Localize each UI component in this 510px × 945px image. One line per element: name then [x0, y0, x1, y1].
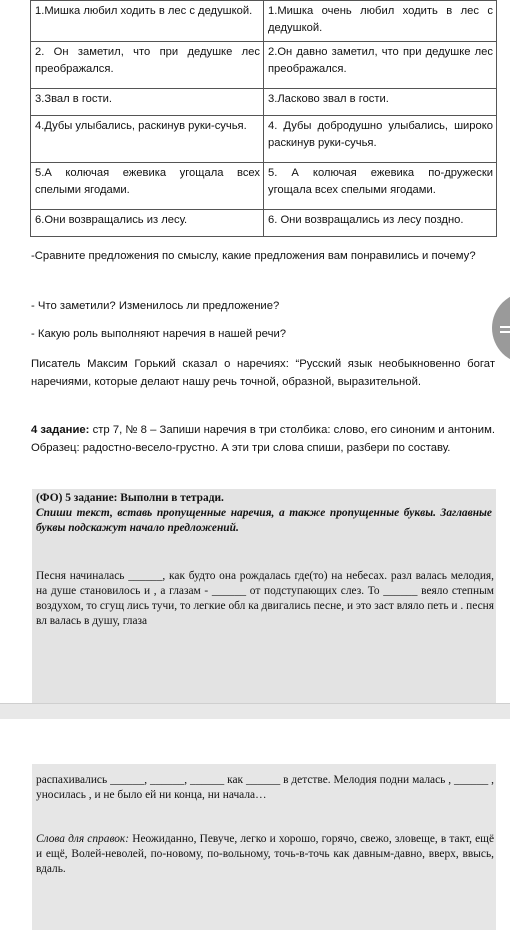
table-cell-plain: 3.Звал в гости.: [31, 89, 264, 116]
task-4-text: стр 7, № 8 – Запиши наречия в три столбика: слово, его синоним и антоним. Образец: радостно-весело-грустно. А эти три слова спиши, разбери по составу.: [31, 424, 495, 454]
page-gap: [0, 703, 510, 719]
table-cell-with-adverbs: 6. Они возвращались из лесу поздно.: [264, 210, 497, 237]
reference-words: [36, 832, 494, 877]
table-cell-plain: 5.А колючая ежевика угощала всех спелыми ягодами.: [31, 163, 264, 210]
table-row: [31, 1, 497, 42]
task-4: [31, 421, 495, 457]
menu-lines-icon-bar: [500, 331, 510, 333]
task-5-box: [32, 489, 496, 703]
question-role: - Какую роль выполняют наречия в нашей речи?: [31, 328, 287, 340]
song-text-continued: распахивались ______, ______, ______ как ______ в детстве. Мелодия подни малась , ______ , уносилась , и не было ей ни конца, ни начала…: [36, 774, 494, 801]
question-noticed: - Что заметили? Изменилось ли предложение?: [31, 300, 280, 312]
table-cell-plain: 6.Они возвращались из лесу.: [31, 210, 264, 237]
table-row: [31, 116, 497, 163]
question-compare: -Сравните предложения по смыслу, какие предложения вам понравились и почему?: [31, 250, 476, 262]
menu-lines-icon: [500, 326, 510, 328]
reference-list: Неожиданно, Певуче, легко и хорошо, горячо, свежо, зловеще, в такт, ещё и ещё, Волей-неволей, по-новому, по-вольному, точь-в-точь как давным-давно, вверх, ввысь, вдаль.: [36, 833, 494, 875]
table-cell-with-adverbs: 4. Дубы добродушно улыбались, широко раскинув руки-сучья.: [264, 116, 497, 163]
comparison-table: [30, 0, 497, 237]
table-cell-plain: 2. Он заметил, что при дедушке лес преображался.: [31, 42, 264, 89]
reference-label: Слова для справок:: [36, 833, 130, 845]
table-cell-with-adverbs: 3.Ласково звал в гости.: [264, 89, 497, 116]
task-4-label: 4 задание:: [31, 424, 90, 436]
table-cell-with-adverbs: 1.Мишка очень любил ходить в лес с дедушкой.: [264, 1, 497, 42]
song-text: Песня начиналась ______, как будто она рождалась где(то) на небесах. разл валась мелодия, на душе становилось и , а глазам - ______ от подступающих слез. То ______ веяло степным воздухом, то сгущ лись тучи, то легкие обл ка двигались песне, и это заст вляло петь и . песня вл валась в душу, глаза: [36, 570, 494, 627]
table-cell-plain: 4.Дубы улыбались, раскинув руки-сучья.: [31, 116, 264, 163]
table-row: [31, 210, 497, 237]
table-row: [31, 42, 497, 89]
task-5-instruction: Спиши текст, вставь пропущенные наречия, а также пропущенные буквы. Заглавные буквы подскажут начало предложений.: [36, 507, 492, 534]
page-divider: [0, 703, 510, 704]
task-5-box-continued: [32, 764, 496, 930]
table-row: [31, 163, 497, 210]
task-5-header: [36, 491, 492, 536]
table-row: [31, 89, 497, 116]
task-5-title: (ФО) 5 задание: Выполни в тетради.: [36, 492, 224, 504]
table-cell-plain: 1.Мишка любил ходить в лес с дедушкой.: [31, 1, 264, 42]
gorky-quote: Писатель Максим Горький сказал о наречиях: “Русский язык необыкновенно богат наречиями, которые делают нашу речь точной, образной, выразительной.: [31, 358, 495, 388]
table-cell-with-adverbs: 5. А колючая ежевика по-дружески угощала всех спелыми ягодами.: [264, 163, 497, 210]
table-cell-with-adverbs: 2.Он давно заметил, что при дедушке лес преображался.: [264, 42, 497, 89]
